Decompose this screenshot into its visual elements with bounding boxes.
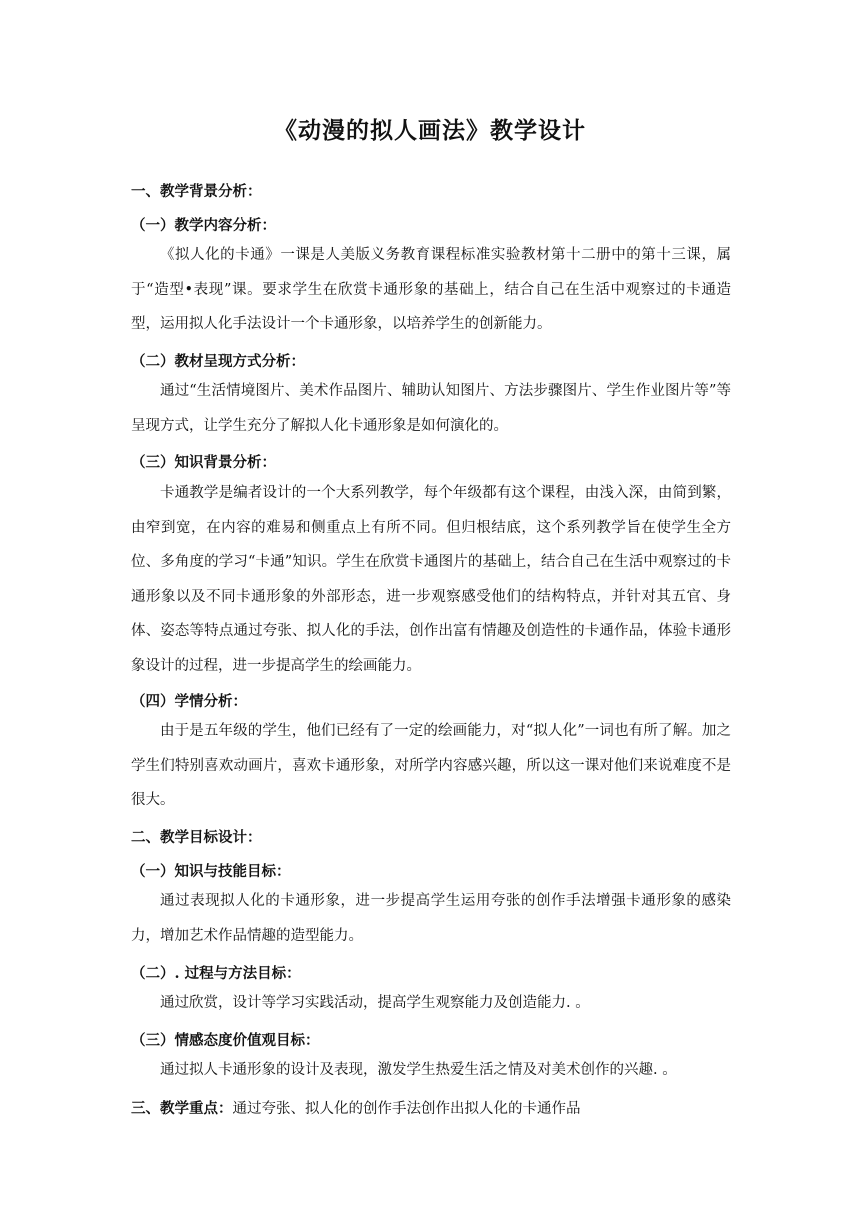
section-2-1-paragraph: 通过表现拟人化的卡通形象，进一步提高学生运用夸张的创作手法增强卡通形象的感染力，增加艺术作品情趣的造型能力。 (131, 893, 731, 944)
section-2-1-heading: （一）知识与技能目标： (131, 863, 291, 880)
section-3-text: 通过夸张、拟人化的创作手法创作出拟人化的卡通作品 (232, 1101, 581, 1117)
section-2-3-paragraph: 通过拟人卡通形象的设计及表现，激发学生热爱生活之情及对美术创作的兴趣. 。 (160, 1062, 677, 1078)
section-1-1-heading: （一）教学内容分析： (131, 217, 276, 234)
document-title: 《动漫的拟人画法》教学设计 (274, 117, 586, 144)
section-2-2-paragraph: 通过欣赏，设计等学习实践活动，提高学生观察能力及创造能力. 。 (160, 995, 590, 1011)
section-1-2-heading: （二）教材呈现方式分析： (131, 353, 305, 370)
section-1-2-paragraph: 通过“生活情境图片、美术作品图片、辅助认知图片、方法步骤图片、学生作业图片等”等呈现方式，让学生充分了解拟人化卡通形象是如何演化的。 (131, 383, 731, 434)
section-3-label: 三、教学重点： (131, 1100, 233, 1117)
section-1-4-paragraph: 由于是五年级的学生，他们已经有了一定的绘画能力，对“拟人化”一词也有所了解。加之学生们特别喜欢动画片，喜欢卡通形象，对所学内容感兴趣，所以这一课对他们来说难度不是很大。 (131, 723, 731, 808)
section-2-2-heading: （二）. 过程与方法目标： (131, 965, 301, 982)
section-1-3-heading: （三）知识背景分析： (131, 454, 276, 471)
section-2-3-heading: （三）情感态度价值观目标： (131, 1032, 320, 1049)
section-1-heading: 一、教学背景分析： (131, 183, 262, 200)
section-1-4-heading: （四）学情分析： (131, 693, 247, 710)
section-1-3-paragraph: 卡通教学是编者设计的一个大系列教学，每个年级都有这个课程，由浅入深，由简到繁，由窄到宽，在内容的难易和侧重点上有所不同。但归根结底，这个系列教学旨在使学生全方位、多角度的学习“卡通”知识。学生在欣赏卡通图片的基础上，结合自己在生活中观察过的卡通形象以及不同卡通形象的外部形态，进一步观察感受他们的结构特点，并针对其五官、身体、姿态等特点通过夸张、拟人化的手法，创作出富有情趣及创造性的卡通作品，体验卡通形象设计的过程，进一步提高学生的绘画能力。 (131, 485, 731, 674)
section-3-line (131, 1097, 581, 1118)
section-2-heading: 二、教学目标设计： (131, 829, 262, 846)
section-1-1-paragraph: 《拟人化的卡通》一课是人美版义务教育课程标准实验教材第十二册中的第十三课，属于“造型•表现”课。要求学生在欣赏卡通形象的基础上，结合自己在生活中观察过的卡通造型，运用拟人化手法设计一个卡通形象，以培养学生的创新能力。 (131, 247, 731, 332)
